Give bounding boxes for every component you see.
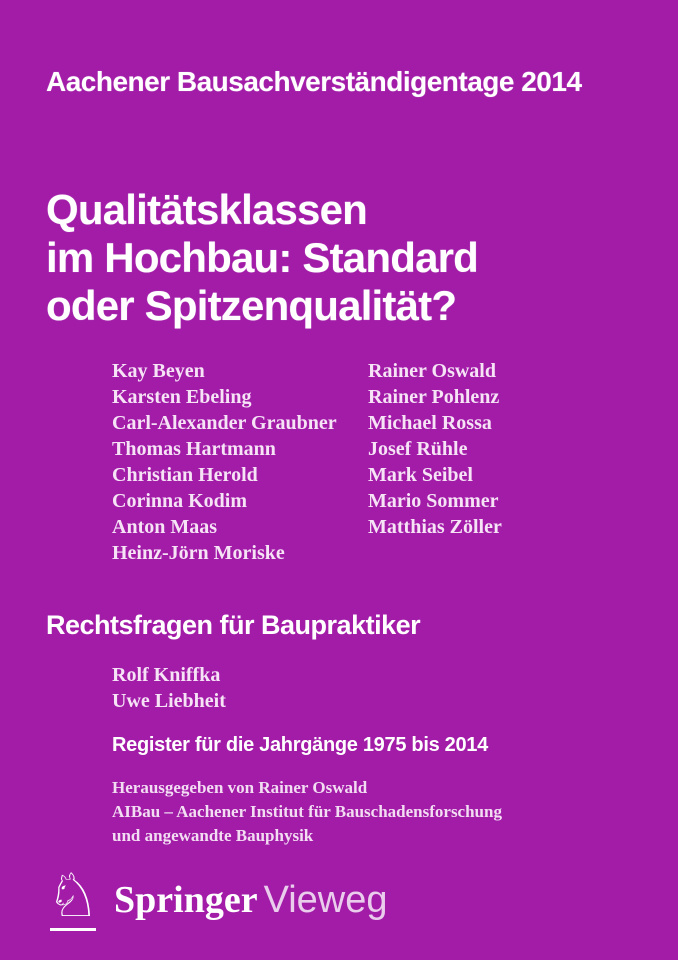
publisher-logo bbox=[42, 861, 388, 934]
imprint-line-institute-2: und angewandte Bauphysik bbox=[112, 826, 314, 845]
author-name: Rainer Oswald bbox=[368, 360, 496, 382]
publisher-name-springer: Springer bbox=[114, 879, 258, 921]
imprint-block bbox=[112, 776, 502, 848]
author-name: Mario Sommer bbox=[368, 490, 499, 512]
author-name: Anton Maas bbox=[112, 516, 218, 538]
section-title-rechtsfragen: Rechtsfragen für Baupraktiker bbox=[46, 610, 421, 640]
register-subtitle: Register für die Jahrgänge 1975 bis 2014 bbox=[112, 734, 488, 756]
authors-column-left bbox=[112, 358, 368, 566]
book-title bbox=[46, 186, 478, 330]
author-name: Matthias Zöller bbox=[368, 516, 502, 538]
imprint-line-editor: Herausgegeben von Rainer Oswald bbox=[112, 778, 368, 797]
book-title-line-3: oder Spitzenqualität? bbox=[46, 282, 457, 329]
author-name: Karsten Ebeling bbox=[112, 386, 252, 408]
author-name: Michael Rossa bbox=[368, 412, 492, 434]
book-title-line-2: im Hochbau: Standard bbox=[46, 234, 479, 281]
publisher-name-vieweg: Vieweg bbox=[263, 879, 388, 921]
section-authors bbox=[112, 662, 226, 714]
publisher-name bbox=[114, 878, 388, 922]
author-name: Christian Herold bbox=[112, 464, 258, 486]
book-title-line-1: Qualitätsklassen bbox=[46, 186, 368, 233]
author-name: Thomas Hartmann bbox=[112, 438, 276, 460]
author-name: Rolf Kniffka bbox=[112, 664, 221, 686]
author-name: Mark Seibel bbox=[368, 464, 473, 486]
author-name: Kay Beyen bbox=[112, 360, 205, 382]
springer-knight-icon bbox=[42, 861, 104, 934]
author-name: Heinz-Jörn Moriske bbox=[112, 542, 285, 564]
chess-knight-icon: ♘ bbox=[46, 861, 100, 931]
author-name: Rainer Pohlenz bbox=[368, 386, 500, 408]
authors-list bbox=[112, 358, 632, 566]
author-name: Corinna Kodim bbox=[112, 490, 248, 512]
author-name: Josef Rühle bbox=[368, 438, 468, 460]
series-title: Aachener Bausachverständigentage 2014 bbox=[46, 66, 582, 97]
author-name: Uwe Liebheit bbox=[112, 690, 226, 712]
author-name: Carl-Alexander Graubner bbox=[112, 412, 337, 434]
authors-column-right bbox=[368, 358, 628, 566]
imprint-line-institute: AIBau – Aachener Institut für Bauschadensforschung bbox=[112, 802, 502, 821]
